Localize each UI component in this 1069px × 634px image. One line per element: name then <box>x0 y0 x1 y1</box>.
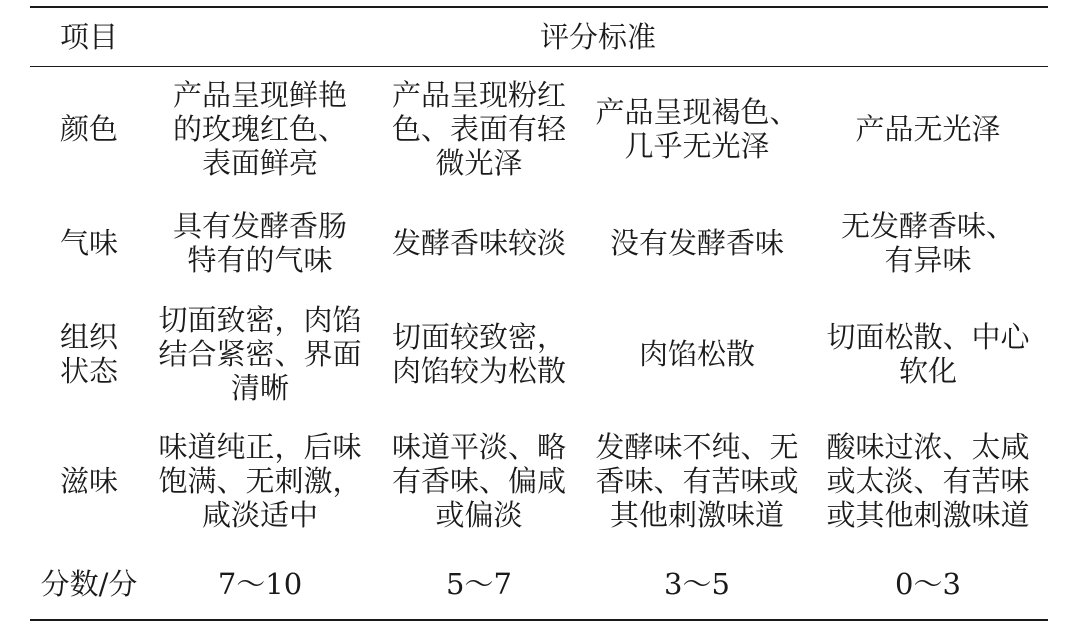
table-cell: 肉馅松散 <box>638 337 755 371</box>
row-label: 组织 状态 <box>59 320 118 388</box>
table-row <box>30 191 1048 295</box>
table-cell: 酸味过浓、太咸 或太淡、有苦味 或其他刺激味道 <box>826 430 1030 532</box>
table-cell: 味道纯正，后味 饱满、无刺激， 咸淡适中 <box>158 430 362 532</box>
table-cell: 切面较致密， 肉馅较为松散 <box>391 320 566 388</box>
table-row <box>30 413 1048 549</box>
row-label: 气味 <box>59 226 118 260</box>
table-row <box>30 295 1048 413</box>
table-cell: 切面松散、中心 软化 <box>826 320 1030 388</box>
row-label: 滋味 <box>59 464 118 498</box>
table-row <box>30 67 1048 192</box>
table-cell: 3～5 <box>664 567 730 601</box>
table-cell: 具有发酵香肠 特有的气味 <box>172 209 347 277</box>
table-header <box>30 7 1048 67</box>
table-row <box>30 549 1048 620</box>
table-cell: 无发酵香味、 有异味 <box>841 209 1016 277</box>
table-body <box>30 67 1048 621</box>
header-item: 项目 <box>59 20 118 54</box>
table-cell: 产品呈现褐色、 几乎无光泽 <box>595 95 799 163</box>
table-cell: 没有发酵香味 <box>609 226 784 260</box>
table-cell: 发酵香味较淡 <box>391 226 566 260</box>
scoring-criteria-table <box>30 6 1048 621</box>
row-label: 分数/分 <box>40 567 138 601</box>
table-cell: 切面致密，肉馅 结合紧密、界面 清晰 <box>158 303 362 405</box>
table-cell: 5～7 <box>446 567 512 601</box>
header-criteria: 评分标准 <box>540 20 657 54</box>
table-cell: 发酵味不纯、无 香味、有苦味或 其他刺激味道 <box>595 430 799 532</box>
table-cell: 产品无光泽 <box>855 112 1001 146</box>
header-row <box>30 7 1048 67</box>
table-cell: 0～3 <box>895 567 961 601</box>
table-cell: 味道平淡、略 有香味、偏咸 或偏淡 <box>391 430 566 532</box>
table-cell: 7～10 <box>217 567 303 601</box>
table-cell: 产品呈现粉红 色、表面有轻 微光泽 <box>391 78 566 180</box>
row-label: 颜色 <box>59 112 118 146</box>
table-cell: 产品呈现鲜艳 的玫瑰红色、 表面鲜亮 <box>172 78 347 180</box>
